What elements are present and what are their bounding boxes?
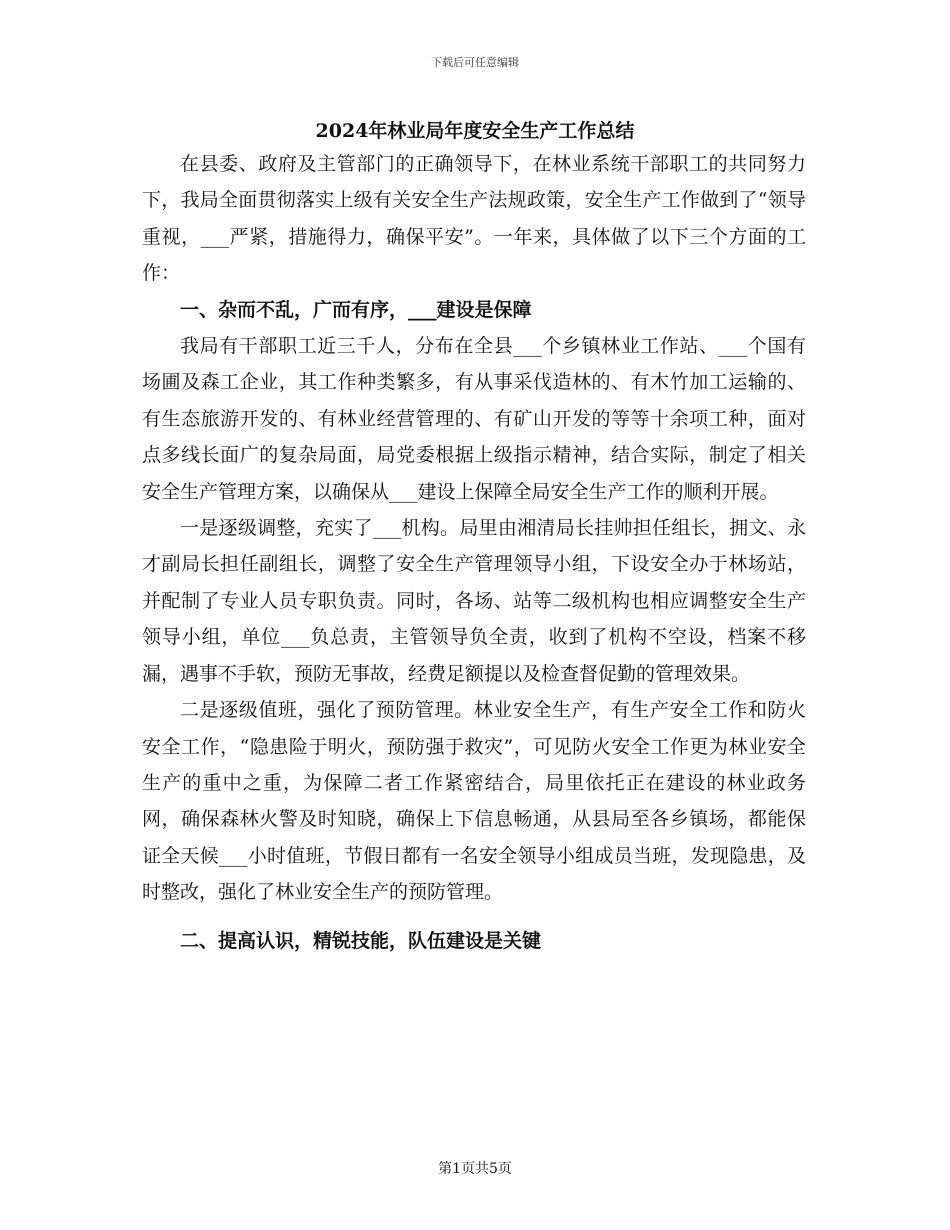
- section-heading-1: 一、杂而不乱，广而有序，___建设是保障: [180, 298, 532, 321]
- document-body: [142, 146, 806, 959]
- page-number: 第1页共5页: [438, 1161, 512, 1177]
- page-header-note: 下载后可任意编辑: [431, 56, 519, 69]
- intro-paragraph: 在县委、政府及主管部门的正确领导下，在林业系统干部职工的共同努力下，我局全面贯彻落实上级有关安全生产法规政策，安全生产工作做到了“领导重视，___严紧，措施得力，确保平安”。一年来，具体做了以下三个方面的工作：: [142, 153, 806, 285]
- section-heading-2: 二、提高认识，精锐技能，队伍建设是关键: [180, 929, 542, 952]
- spacer: [142, 911, 806, 923]
- section-1-point-2-paragraph: 二是逐级值班，强化了预防管理。林业安全生产，有生产安全工作和防火安全工作，“隐患险于明火，预防强于救灾”，可见防火安全工作更为林业安全生产的重中之重，为保障二者工作紧密结合，局里依托正在建设的林业政务网，确保森林火警及时知晓，确保上下信息畅通，从县局至各乡镇场，都能保证全天候___小时值班，节假日都有一名安全领导小组成员当班，发现隐患，及时整改，强化了林业安全生产的预防管理。: [142, 699, 806, 904]
- section-1-paragraph: 我局有干部职工近三千人，分布在全县___个乡镇林业工作站、___个国有场圃及森工企业，其工作种类繁多，有从事采伐造林的、有木竹加工运输的、有生态旅游开发的、有林业经营管理的、有矿山开发的等等十余项工种，面对点多线长面广的复杂局面，局党委根据上级指示精神，结合实际，制定了相关安全生产管理方案，以确保从___建设上保障全局安全生产工作的顺利开展。: [142, 335, 806, 503]
- section-1-point-1-paragraph: 一是逐级调整，充实了___机构。局里由湘清局长挂帅担任组长，拥文、永才副局长担任副组长，调整了安全生产管理领导小组，下设安全办于林场站，并配制了专业人员专职负责。同时，各场、站等二级机构也相应调整安全生产领导小组，单位___负总责，主管领导负全责，收到了机构不空设，档案不移漏，遇事不手软，预防无事故，经费足额提以及检查督促勤的管理效果。: [142, 517, 806, 685]
- document-title: 2024年林业局年度安全生产工作总结: [315, 120, 635, 142]
